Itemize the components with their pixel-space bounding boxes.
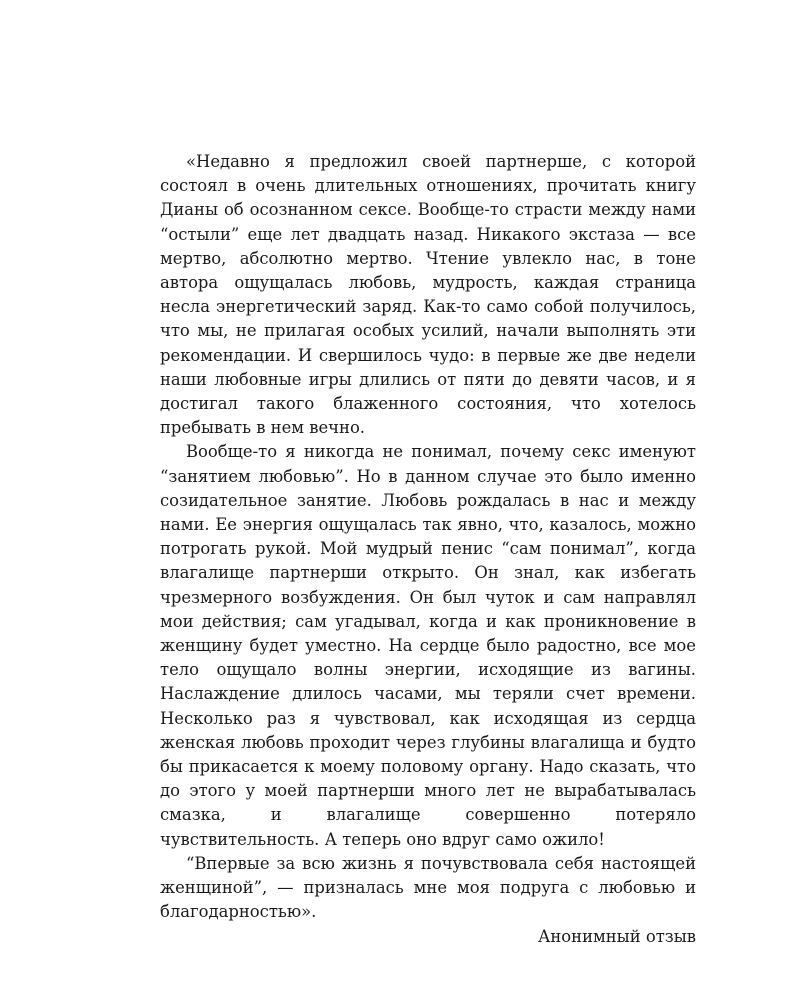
paragraph-1: «Недавно я предложил своей партнерше, с которой состоял в очень длительных отношениях, прочитать книгу Дианы об осознанном сексе. Вообще-то страсти между нами “остыли” еще лет двадцать назад. Никакого экстаза — все мертво, абсолютно мертво. Чтение увлекло нас, в тоне автора ощущалась любовь, мудрость, каждая страница несла энергетический заряд. Как-то само собой получилось, что мы, не прилагая особых усилий, начали выполнять эти рекомендации. И свершилось чудо: в первые же две недели наши любовные игры длились от пяти до девяти часов, и я достигал такого блаженного состояния, что хотелось пребывать в нем вечно. [160, 152, 696, 438]
page-text-block [160, 150, 696, 949]
paragraph-3: “Впервые за всю жизнь я почувствовала себя настоящей женщиной”, — призналась мне моя подруга с любовью и благодарностью». [160, 853, 696, 922]
paragraph-2: Вообще-то я никогда не понимал, почему секс именуют “занятием любовью”. Но в данном случае это было именно созидательное занятие. Любовь рождалась в нас и между нами. Ее энергия ощущалась так явно, что, казалось, можно потрогать рукой. Мой мудрый пенис “сам понимал”, когда влагалище партнерши открыто. Он знал, как избегать чрезмерного возбуждения. Он был чуток и сам направлял мои действия; сам угадывал, когда и как проникновение в женщину будет уместно. На сердце было радостно, все мое тело ощущало волны энергии, исходящие из вагины. Наслаждение длилось часами, мы теряли счет времени. Несколько раз я чувствовал, как исходящая из сердца женская любовь проходит через глубины влагалища и будто бы прикасается к моему половому органу. Надо сказать, что до этого у моей партнерши много лет не вырабатывалась смазка, и влагалище совершенно потеряло чувствительность. А теперь оно вдруг само ожило! [160, 442, 696, 849]
signature: Анонимный отзыв [537, 926, 696, 946]
